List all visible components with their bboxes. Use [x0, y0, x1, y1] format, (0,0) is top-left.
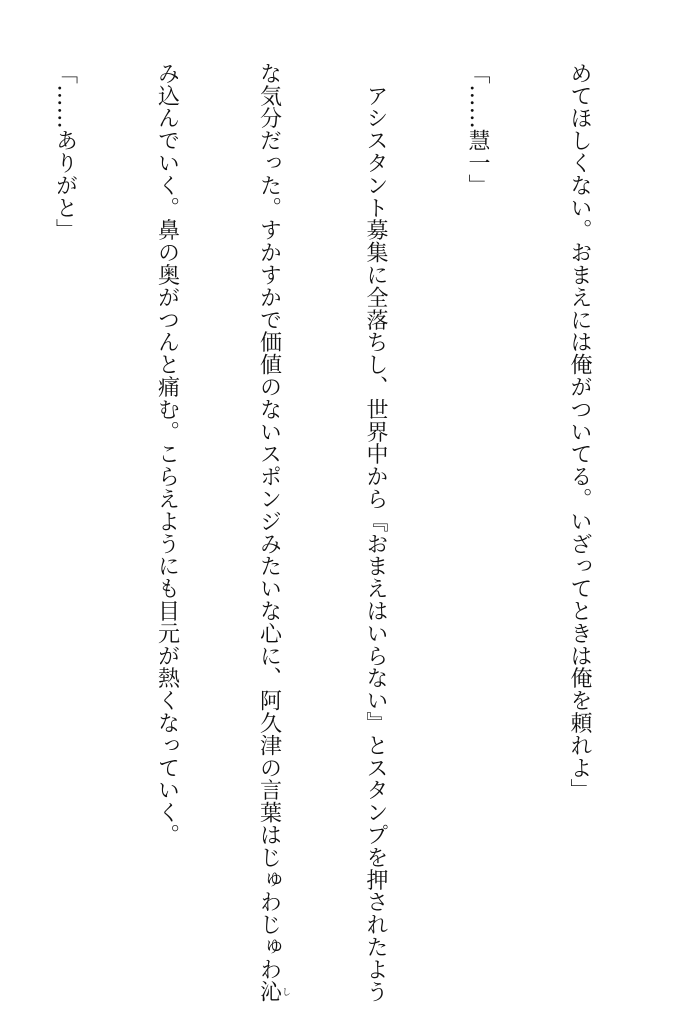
- ruby-shimi: [256, 980, 290, 1003]
- text-line-6: 「……ありがと」: [52, 62, 78, 242]
- ruby-shimi-kanji: 沁: [256, 980, 282, 1003]
- vertical-text-body: [0, 62, 664, 1003]
- text-line-4: [252, 62, 291, 1003]
- text-line-3: アシスタント募集に全落ちし、世界中から『おまえはいらない』とスタンプを押されたよう: [363, 62, 388, 1003]
- ruby-shimi-reading: し: [280, 980, 290, 1003]
- text-line-4-body: な気分だった。すかすかで価値のないスポンジみたいな心に、阿久津の言葉はじゅわじゅわ: [256, 62, 282, 981]
- text-line-2: 「……慧一」: [465, 62, 490, 197]
- text-line-1: めてほしくない。おまえには俺がついてる。いざってときは俺を頼れよ」: [567, 62, 592, 802]
- text-line-5: み込んでいく。鼻の奥がつんと痛む。こらえようにも目元が熱くなっていく。: [154, 62, 180, 846]
